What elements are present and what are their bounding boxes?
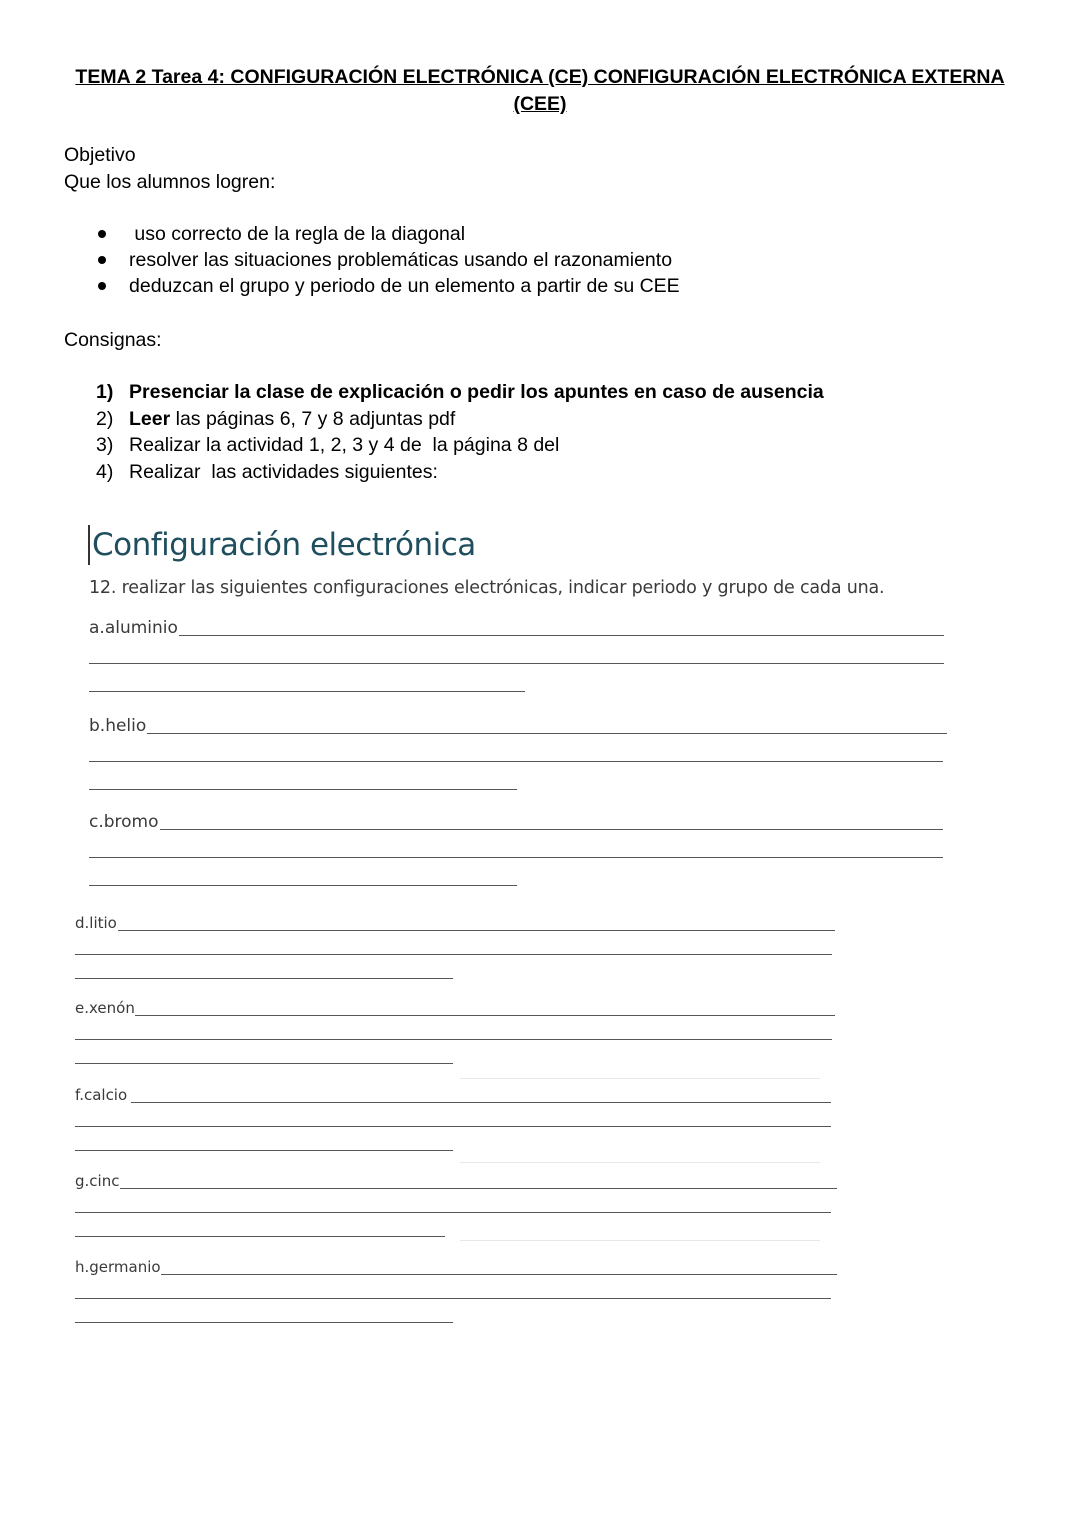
answer-line[interactable] xyxy=(161,1274,837,1275)
list-item: 4) Realizar las actividades siguientes: xyxy=(96,460,438,483)
scan-artifact xyxy=(460,1162,820,1163)
item-label: d.litio xyxy=(75,914,117,932)
list-item: 1) Presenciar la clase de explicación o pedir los apuntes en caso de ausencia xyxy=(96,381,824,403)
list-item: deduzcan el grupo y periodo de un elemento a partir de su CEE xyxy=(96,273,680,299)
list-item: 2) Leer las páginas 6, 7 y 8 adjuntas pdf xyxy=(96,407,456,430)
answer-line[interactable] xyxy=(75,1039,832,1040)
scan-artifact xyxy=(460,1240,820,1241)
item-label: b.helio xyxy=(89,716,147,736)
item-label: h.germanio xyxy=(75,1258,161,1276)
item-label: e.xenón xyxy=(75,999,135,1017)
scan-artifact xyxy=(460,1078,820,1079)
exercise-item-a xyxy=(89,616,944,696)
exercise-item-e xyxy=(75,997,835,1067)
answer-line[interactable] xyxy=(89,857,943,858)
bullet-icon xyxy=(98,230,106,238)
answer-line[interactable] xyxy=(75,978,453,979)
answer-line[interactable] xyxy=(89,885,517,886)
answer-line[interactable] xyxy=(75,1212,831,1213)
answer-line[interactable] xyxy=(131,1102,831,1103)
list-item: resolver las situaciones problemáticas usando el razonamiento xyxy=(96,247,680,273)
answer-line[interactable] xyxy=(135,1015,835,1016)
answer-line[interactable] xyxy=(75,1063,453,1064)
page-title: TEMA 2 Tarea 4: CONFIGURACIÓN ELECTRÓNICA (CE) CONFIGURACIÓN ELECTRÓNICA EXTERNA (CEE) xyxy=(75,66,1005,115)
item-label: f.calcio xyxy=(75,1086,128,1104)
answer-line[interactable] xyxy=(89,691,525,692)
exercise-item-h xyxy=(75,1256,837,1326)
answer-line[interactable] xyxy=(75,1236,445,1237)
objective-heading: Objetivo xyxy=(64,144,136,166)
exercise-item-c xyxy=(89,810,943,890)
list-item: 3) Realizar la actividad 1, 2, 3 y 4 de la página 8 del xyxy=(96,434,560,456)
exercise-item-g xyxy=(75,1170,837,1240)
steps-list xyxy=(96,379,824,485)
exercise-item-f xyxy=(75,1084,831,1154)
answer-line[interactable] xyxy=(75,1322,453,1323)
answer-line[interactable] xyxy=(75,1298,831,1299)
answer-line[interactable] xyxy=(75,954,832,955)
answer-line[interactable] xyxy=(89,789,517,790)
exercise-item-b xyxy=(89,714,947,794)
answer-line[interactable] xyxy=(147,733,947,734)
exercise-item-d xyxy=(75,912,835,982)
answer-line[interactable] xyxy=(75,1126,831,1127)
answer-line[interactable] xyxy=(89,663,944,664)
item-label: g.cinc xyxy=(75,1172,120,1190)
objective-intro: Que los alumnos logren: xyxy=(64,171,276,193)
answer-line[interactable] xyxy=(118,930,835,931)
list-item: uso correcto de la regla de la diagonal xyxy=(96,221,680,247)
objectives-list xyxy=(96,221,680,299)
answer-line[interactable] xyxy=(120,1188,837,1189)
item-label: a.aluminio xyxy=(89,618,178,638)
answer-line[interactable] xyxy=(160,829,943,830)
item-label: c.bromo xyxy=(89,812,159,832)
answer-line[interactable] xyxy=(75,1150,453,1151)
instructions-heading: Consignas: xyxy=(64,329,162,351)
answer-line[interactable] xyxy=(179,635,944,636)
section-title: Configuración electrónica xyxy=(88,525,476,565)
bullet-icon xyxy=(98,256,106,264)
answer-line[interactable] xyxy=(89,761,943,762)
bullet-icon xyxy=(98,282,106,290)
exercise-instruction: 12. realizar las siguientes configuraciones electrónicas, indicar periodo y grupo de cada una. xyxy=(89,578,885,598)
